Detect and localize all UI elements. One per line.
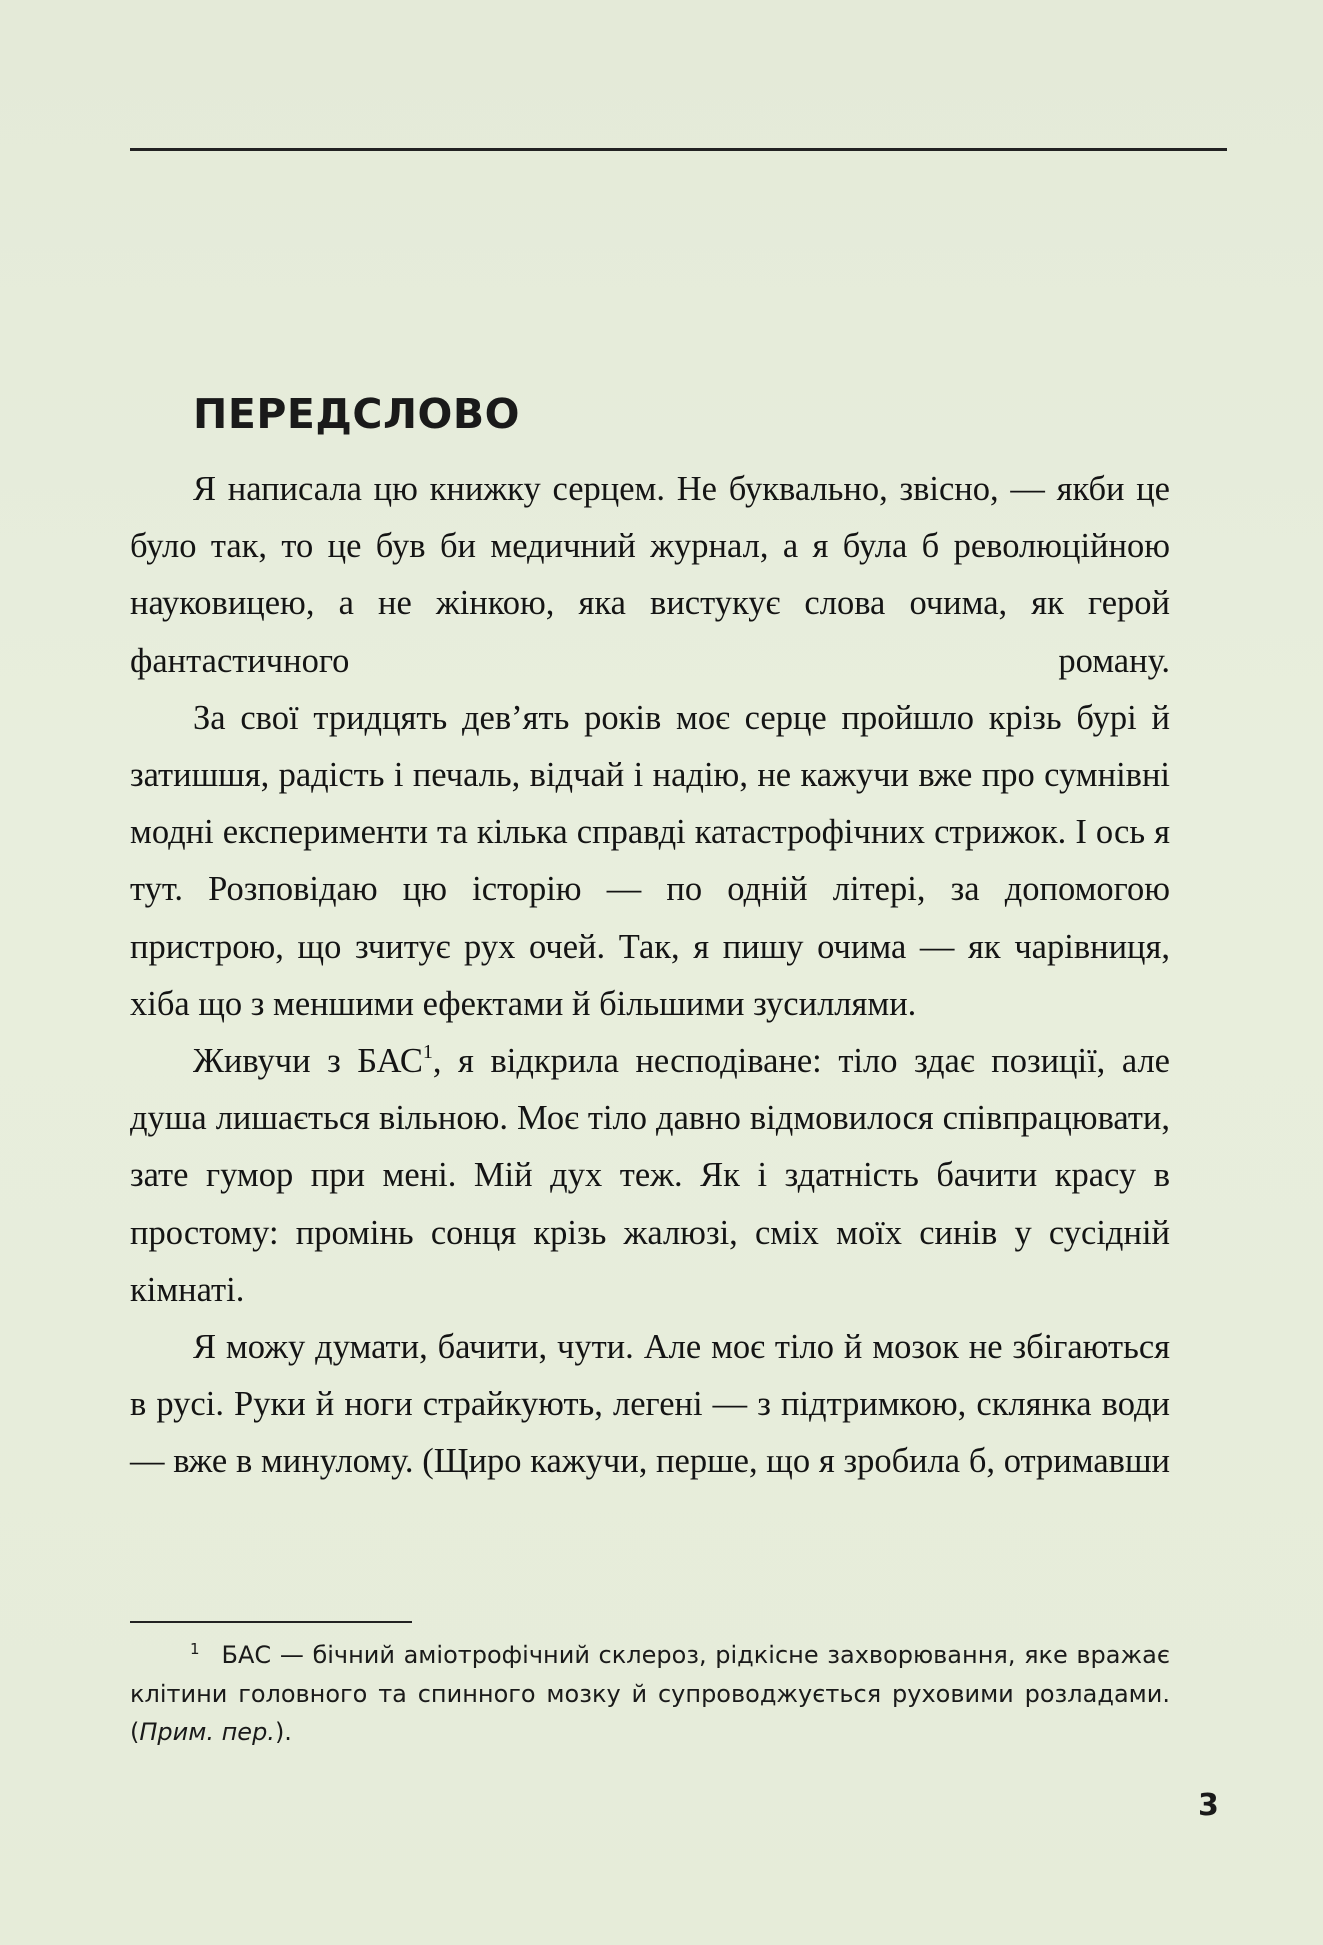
paragraph — [130, 1319, 1170, 1491]
paragraph — [130, 461, 1170, 690]
paragraph-text: Живучи з БАС — [193, 1042, 423, 1081]
header-rule — [130, 148, 1227, 151]
footnote-mark: 1 — [190, 1640, 200, 1658]
paragraph — [130, 690, 1170, 1033]
footnote-rule — [130, 1621, 412, 1623]
paragraph-text: , я відкрила несподіване: тіло здає позиції, але душа лишається вільною. Моє тіло давно відмовилося співпрацювати, зате гумор при мені. Мій дух теж. Як і здатність бачити красу в простому: промінь сонця крізь жалюзі, сміх моїх синів у сусідній кімнаті. — [130, 1042, 1170, 1309]
footnote-closing: ). — [274, 1718, 292, 1746]
paragraph — [130, 1033, 1170, 1319]
chapter-heading: ПЕРЕДСЛОВО — [193, 390, 520, 438]
paragraph-text: За свої тридцять дев’ять років моє серце пройшло крізь бурі й затишшя, радість і печаль, відчай і надію, не кажучи вже про сумнівні модні експерименти та кілька справді катастрофічних стрижок. І ось я тут. Розповідаю цю історію — по одній літері, за допомогою пристрою, що зчитує рух очей. Так, я пишу очима — як чарівниця, хіба що з меншими ефектами й більшими зусиллями. — [130, 698, 1170, 1023]
translator-note: Прим. пер. — [139, 1718, 275, 1746]
footnote-text: БАС — бічний аміотрофічний склероз, рідкісне захворювання, яке вражає клітини головного та спинного мозку й супроводжується руховими розладами. ( — [130, 1641, 1170, 1746]
paragraph-text: Я можу думати, бачити, чути. Але моє тіло й мозок не збігаються в русі. Руки й ноги страйкують, легені — з підтримкою, склянка води — вже в минулому. (Щиро кажучи, перше, що я зробила б, отримавши — [130, 1328, 1170, 1481]
footnote — [130, 1636, 1170, 1752]
footnote-reference: 1 — [422, 1041, 433, 1064]
body-text — [130, 461, 1170, 1491]
paragraph-text: Я написала цю книжку серцем. Не буквально, звісно, — якби це було так, то це був би медичний журнал, а я була б революційною науковицею, а не жінкою, яка вистукує слова очима, як герой фантастичного роману. — [130, 470, 1170, 680]
page-number: 3 — [1198, 1788, 1219, 1823]
